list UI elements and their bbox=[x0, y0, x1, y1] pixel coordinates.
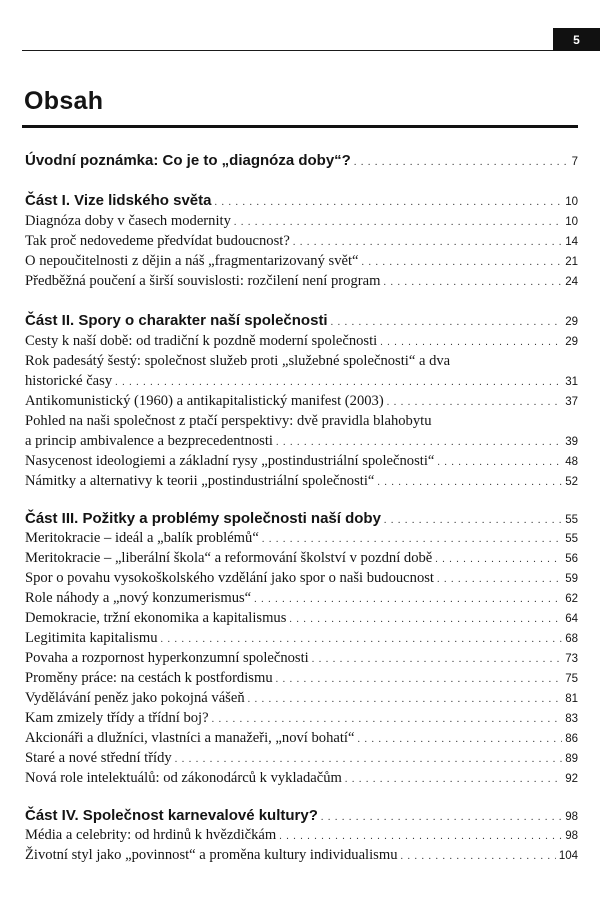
leader-dots bbox=[331, 317, 563, 328]
toc-entry-page: 83 bbox=[565, 713, 578, 725]
leader-dots bbox=[279, 831, 562, 842]
toc-entry-title: Staré a nové střední třídy bbox=[25, 750, 172, 766]
toc-entry-page: 29 bbox=[565, 336, 578, 348]
leader-dots bbox=[115, 377, 562, 388]
toc-entry-title: Akcionáři a dlužníci, vlastníci a manažeři, „noví bohatí“ bbox=[25, 730, 355, 746]
title-underline bbox=[22, 125, 578, 128]
leader-dots bbox=[248, 694, 563, 705]
leader-dots bbox=[214, 197, 562, 208]
leader-dots bbox=[401, 851, 556, 862]
toc-entry-title: Povaha a rozpornost hyperkonzumní společnosti bbox=[25, 650, 309, 666]
page-title: Obsah bbox=[24, 87, 104, 115]
toc-entry-title: Legitimita kapitalismu bbox=[25, 630, 158, 646]
leader-dots bbox=[357, 734, 562, 745]
toc-entry-title: Diagnóza doby v časech modernity bbox=[25, 213, 231, 229]
toc-entry-page: 52 bbox=[565, 476, 578, 488]
toc-entry-title: historické časy bbox=[25, 373, 113, 389]
toc-entry-page: 14 bbox=[565, 236, 578, 248]
toc-entry-page: 89 bbox=[565, 753, 578, 765]
toc-intro-title: Úvodní poznámka: Co je to „diagnóza doby“? bbox=[25, 152, 351, 169]
toc-entry-page: 56 bbox=[565, 553, 578, 565]
toc-entry[interactable] bbox=[25, 770, 578, 787]
leader-dots bbox=[254, 594, 562, 605]
toc-entry-title: Životní styl jako „povinnost“ a proměna kultury individualismu bbox=[25, 847, 398, 863]
toc-entry[interactable] bbox=[25, 253, 578, 270]
toc-entry-title: Nasycenost ideologiemi a základní rysy „postindustriální společnosti“ bbox=[25, 453, 435, 469]
toc-entry-title: Vydělávání peněz jako pokojná vášeň bbox=[25, 690, 245, 706]
leader-dots bbox=[321, 812, 562, 823]
leader-dots bbox=[175, 754, 562, 765]
leader-dots bbox=[377, 477, 562, 488]
leader-dots bbox=[383, 277, 562, 288]
toc-intro[interactable] bbox=[25, 152, 578, 169]
toc-entry-page: 68 bbox=[565, 633, 578, 645]
toc-entry[interactable] bbox=[25, 590, 578, 607]
toc-entry-title: Spor o povahu vysokoškolského vzdělání jako spor o naši budoucnost bbox=[25, 570, 434, 586]
toc-entry[interactable] bbox=[25, 530, 578, 547]
toc-entry-page: 81 bbox=[565, 693, 578, 705]
toc-entry-page: 39 bbox=[565, 436, 578, 448]
toc-entry-page: 37 bbox=[565, 396, 578, 408]
toc-entry[interactable] bbox=[25, 750, 578, 767]
toc-part-page: 98 bbox=[565, 811, 578, 823]
toc-entry-title: Nová role intelektuálů: od zákonodárců k vykladačům bbox=[25, 770, 342, 786]
page-number: 5 bbox=[553, 28, 600, 51]
toc-entry[interactable] bbox=[25, 393, 578, 410]
leader-dots bbox=[212, 714, 563, 725]
leader-dots bbox=[161, 634, 563, 645]
toc-part-page: 10 bbox=[565, 196, 578, 208]
toc-part-title: Část II. Spory o charakter naší společnosti bbox=[25, 312, 328, 329]
toc-entry-page: 59 bbox=[565, 573, 578, 585]
toc-entry[interactable] bbox=[25, 610, 578, 627]
toc-entry-title: Kam zmizely třídy a třídní boj? bbox=[25, 710, 209, 726]
toc-entry-line1: Rok padesátý šestý: společnost služeb proti „služebné společnosti“ a dva bbox=[25, 353, 451, 369]
toc-entry-page: 73 bbox=[565, 653, 578, 665]
toc-part4[interactable] bbox=[25, 807, 578, 824]
toc-entry[interactable] bbox=[25, 670, 578, 687]
toc-entry[interactable] bbox=[25, 550, 578, 567]
toc-entry-page: 48 bbox=[565, 456, 578, 468]
toc-entry-title: Námitky a alternativy k teorii „postindustriální společnosti“ bbox=[25, 473, 375, 489]
toc-entry-page: 24 bbox=[565, 276, 578, 288]
toc-entry-title: Média a celebrity: od hrdinů k hvězdičkám bbox=[25, 827, 277, 843]
toc-entry-page: 75 bbox=[565, 673, 578, 685]
leader-dots bbox=[234, 217, 562, 228]
toc-entry-page: 31 bbox=[565, 376, 578, 388]
toc-entry-page: 10 bbox=[565, 216, 578, 228]
toc-entry-title: Antikomunistický (1960) a antikapitalistický manifest (2003) bbox=[25, 393, 384, 409]
leader-dots bbox=[293, 237, 562, 248]
toc-entry-title: Cesty k naší době: od tradiční k pozdně moderní společnosti bbox=[25, 333, 378, 349]
toc-entry[interactable] bbox=[25, 453, 578, 470]
toc-entry[interactable] bbox=[25, 570, 578, 587]
toc-entry[interactable] bbox=[25, 373, 578, 390]
leader-dots bbox=[362, 257, 563, 268]
leader-dots bbox=[276, 437, 562, 448]
toc-part3[interactable] bbox=[25, 510, 578, 527]
toc-entry[interactable] bbox=[25, 433, 578, 450]
toc-entry[interactable] bbox=[25, 630, 578, 647]
toc-entry-title: a princip ambivalence a bezprecedentnosti bbox=[25, 433, 273, 449]
toc-entry-page: 92 bbox=[565, 773, 578, 785]
leader-dots bbox=[354, 157, 569, 168]
leader-dots bbox=[380, 337, 562, 348]
toc-part-page: 55 bbox=[565, 514, 578, 526]
toc-part1[interactable] bbox=[25, 192, 578, 209]
toc-entry-page: 98 bbox=[565, 830, 578, 842]
leader-dots bbox=[262, 534, 562, 545]
toc-entry-page: 104 bbox=[558, 850, 578, 862]
toc-entry[interactable] bbox=[25, 690, 578, 707]
toc-entry-page: 86 bbox=[565, 733, 578, 745]
toc-part-title: Část IV. Společnost karnevalové kultury? bbox=[25, 807, 318, 824]
toc-entry[interactable] bbox=[25, 473, 578, 490]
toc-entry-line1: Pohled na naši společnost z ptačí perspektivy: dvě pravidla blahobytu bbox=[25, 413, 432, 429]
toc-entry-title: Meritokracie – „liberální škola“ a reformování školství v pozdní době bbox=[25, 550, 433, 566]
toc-entry[interactable] bbox=[25, 333, 578, 350]
toc-part-title: Část I. Vize lidského světa bbox=[25, 192, 212, 209]
header-rule bbox=[22, 50, 553, 51]
toc-part-title: Část III. Požitky a problémy společnosti naší doby bbox=[25, 510, 381, 527]
leader-dots bbox=[437, 457, 562, 468]
toc-entry-page: 62 bbox=[565, 593, 578, 605]
leader-dots bbox=[276, 674, 563, 685]
toc-entry-page: 21 bbox=[565, 256, 578, 268]
toc-entry[interactable] bbox=[25, 827, 578, 844]
toc-entry-title: Proměny práce: na cestách k postfordismu bbox=[25, 670, 273, 686]
toc-entry-title: Předběžná poučení a širší souvislosti: rozčilení není program bbox=[25, 273, 381, 289]
toc-part-page: 29 bbox=[565, 316, 578, 328]
leader-dots bbox=[312, 654, 562, 665]
toc-entry-title: Demokracie, tržní ekonomika a kapitalismus bbox=[25, 610, 287, 626]
toc-entry-page: 64 bbox=[565, 613, 578, 625]
leader-dots bbox=[384, 515, 562, 526]
leader-dots bbox=[437, 574, 562, 585]
toc-entry[interactable] bbox=[25, 847, 578, 864]
toc-entry-title: Meritokracie – ideál a „balík problémů“ bbox=[25, 530, 259, 546]
toc-entry[interactable] bbox=[25, 213, 578, 230]
toc-entry-title: O nepoučitelnosti z dějin a náš „fragmentarizovaný svět“ bbox=[25, 253, 359, 269]
toc-entry[interactable] bbox=[25, 233, 578, 250]
toc-intro-page: 7 bbox=[571, 156, 578, 168]
toc-entry-page: 55 bbox=[565, 533, 578, 545]
toc-entry-title: Role náhody a „nový konzumerismus“ bbox=[25, 590, 252, 606]
leader-dots bbox=[289, 614, 562, 625]
leader-dots bbox=[345, 774, 562, 785]
leader-dots bbox=[387, 397, 563, 408]
leader-dots bbox=[435, 554, 562, 565]
toc-entry[interactable] bbox=[25, 730, 578, 747]
toc-entry[interactable] bbox=[25, 650, 578, 667]
toc-part2[interactable] bbox=[25, 312, 578, 329]
toc-entry-title: Tak proč nedovedeme předvídat budoucnost? bbox=[25, 233, 290, 249]
toc-entry[interactable] bbox=[25, 273, 578, 290]
toc-entry[interactable] bbox=[25, 710, 578, 727]
